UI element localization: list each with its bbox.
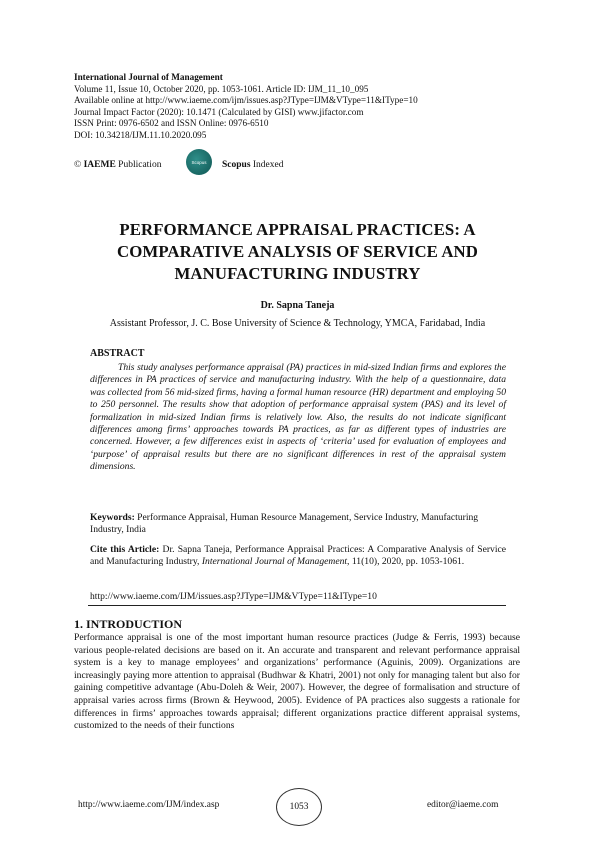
copyright-symbol: © xyxy=(74,160,82,170)
indexed-word: Indexed xyxy=(252,160,284,170)
footer-email-link[interactable]: editor@iaeme.com xyxy=(427,800,499,810)
cite-url-link[interactable]: http://www.iaeme.com/IJM/issues.asp?JType=IJM&VType=11&IType=10 xyxy=(90,591,377,602)
cite-text: Dr. Sapna Taneja, Performance Appraisal Practices: A Comparative Analysis of Service and Manufacturing Industry, xyxy=(90,544,506,568)
title-line-1: PERFORMANCE APPRAISAL PRACTICES: A xyxy=(119,220,476,239)
author-name: Dr. Sapna Taneja xyxy=(260,300,335,311)
citation xyxy=(90,544,506,569)
page-footer xyxy=(0,788,595,828)
scopus-logo-text: Scopus xyxy=(191,159,207,165)
publication-word: Publication xyxy=(118,160,162,170)
iaeme-name: IAEME xyxy=(83,160,116,170)
publication-row xyxy=(74,149,534,179)
introduction-heading: 1. INTRODUCTION xyxy=(74,617,183,631)
keywords xyxy=(90,512,506,537)
journal-name: International Journal of Management xyxy=(74,72,223,82)
title-line-2: COMPARATIVE ANALYSIS OF SERVICE AND xyxy=(117,242,478,261)
cite-label: Cite this Article: xyxy=(90,544,160,555)
title-line-3: MANUFACTURING INDUSTRY xyxy=(174,264,421,283)
paper-title xyxy=(60,219,535,285)
issn-line: ISSN Print: 0976-6502 and ISSN Online: 0976-6510 xyxy=(74,118,269,129)
keywords-text: Performance Appraisal, Human Resource Management, Service Industry, Manufacturing Industry, India xyxy=(90,512,479,536)
doi-line: DOI: 10.34218/IJM.11.10.2020.095 xyxy=(74,129,207,140)
impact-factor-line: Journal Impact Factor (2020): 10.1471 (Calculated by GISI) www.jifactor.com xyxy=(74,106,364,117)
scopus-logo-icon xyxy=(186,149,212,175)
page-number: 1053 xyxy=(276,788,322,826)
cite-journal: International Journal of Management xyxy=(201,556,348,568)
footer-url-link[interactable]: http://www.iaeme.com/IJM/index.asp xyxy=(78,800,220,810)
scopus-name: Scopus xyxy=(222,160,251,170)
author-affiliation: Assistant Professor, J. C. Bose University of Science & Technology, YMCA, Faridabad, India xyxy=(109,318,486,329)
journal-header xyxy=(74,72,534,142)
keywords-label: Keywords: xyxy=(90,512,135,523)
abstract-heading: ABSTRACT xyxy=(90,348,145,359)
scopus-indexed xyxy=(222,160,284,170)
cite-details: , 11(10), 2020, pp. 1053-1061. xyxy=(347,556,465,568)
iaeme-publication xyxy=(74,160,161,170)
introduction-text: Performance appraisal is one of the most important human resource practices (Judge & Ferris, 1993) because various people-related decisions are based on it. An accurate and transparent and relevant performance appraisal system is a key to manage employees’ and organizations’ performance (Aguinis, 2009). Organizations are increasingly paying more attention to appraisal (Budhwar & Khatri, 2001) not only for managing talent but also for gaining competitive advantage (Abu-Doleh & Weir, 2007). However, the degree of formalisation and structure of appraisal varies across firms (Brown & Heywood, 2005). Evidence of PA practices also suggests a rationale for differences in firms’ approaches towards appraisal; different organizations practice different appraisal systems, customized to the needs of their functions xyxy=(74,632,520,732)
online-line: Available online at http://www.iaeme.com/ijm/issues.asp?JType=IJM&VType=11&IType=10 xyxy=(74,95,418,106)
divider-rule xyxy=(88,605,506,606)
volume-line: Volume 11, Issue 10, October 2020, pp. 1053-1061. Article ID: IJM_11_10_095 xyxy=(74,83,369,94)
abstract-text: This study analyses performance appraisal (PA) practices in mid-sized Indian firms and explores the differences in PA practices of service and manufacturing industry. With the help of a questionnaire, data was collected from 56 mid-sized firms, having a formal human resource (HR) department and employing 50 to 250 personnel. The results show that adoption of performance appraisal system (PAS) and its level of formalization in mid-sized Indian firms is relatively low. Also, the results do not indicate significant differences among firms’ approaches towards PA practices, as far as different types of industries are concerned. However, a few differences exist in aspects of ‘criteria’ used for evaluation of employees and ‘purpose’ of appraisal results but there are no significant differences in rest of the appraisal system dimensions. xyxy=(90,362,506,473)
